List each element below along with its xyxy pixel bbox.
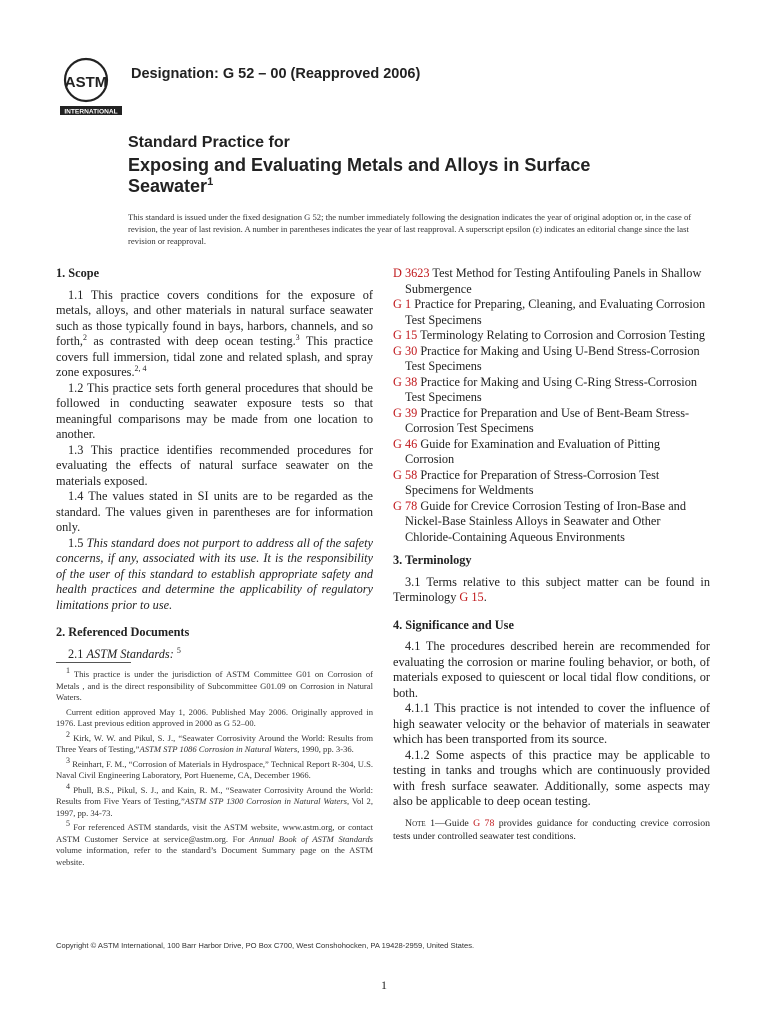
reference-title: Practice for Preparing, Cleaning, and Evaluating Corrosion Test Specimens bbox=[405, 297, 706, 327]
scope-paragraph-1-1 bbox=[56, 288, 373, 381]
scope-paragraph-1-5 bbox=[56, 536, 373, 614]
right-column bbox=[393, 266, 710, 852]
footnote-ref-3: 3 bbox=[295, 332, 300, 342]
astm-standards-number: 2.1 bbox=[68, 646, 84, 661]
scope-1-1-text-a: 1.1 This practice covers conditions for the exposure of metals, alloys, and other materials in natural surface seawater such as those typically found in bays, harbors, channels, and so forth, bbox=[56, 287, 373, 348]
reference-item bbox=[393, 344, 710, 375]
footnote-4-publication: ASTM STP 1300 Corrosion in Natural Waters bbox=[184, 796, 347, 806]
footnote-5-text-b: volume information, refer to the standard’s Document Summary page on the ASTM website. bbox=[56, 845, 373, 867]
reference-item bbox=[393, 499, 710, 546]
footnote-ref-2: 2 bbox=[82, 332, 87, 342]
reference-link[interactable]: G 38 bbox=[393, 374, 418, 389]
title-prefix: Standard Practice for bbox=[128, 134, 290, 151]
note-text-b: provides guidance for conducting crevice corrosion tests under controlled seawater test conditions. bbox=[393, 817, 710, 842]
svg-text:INTERNATIONAL: INTERNATIONAL bbox=[64, 108, 118, 116]
scope-1-1-text-b: as contrasted with deep ocean testing. bbox=[86, 334, 296, 348]
footnote-divider bbox=[56, 662, 131, 663]
reference-item bbox=[393, 266, 710, 297]
title-line-1: Exposing and Evaluating Metals and Alloys in Surface bbox=[128, 155, 591, 175]
left-column bbox=[56, 266, 373, 662]
footnote-5-publication: Annual Book of ASTM Standards bbox=[249, 833, 373, 844]
reference-title: Practice for Making and Using C-Ring Stress-Corrosion Test Specimens bbox=[405, 374, 697, 404]
svg-text:ASTM: ASTM bbox=[64, 74, 108, 91]
note-text-a: —Guide bbox=[434, 817, 474, 829]
scope-paragraph-1-4: 1.4 The values stated in SI units are to be regarded as the standard. The values given in parentheses are for information only. bbox=[56, 489, 373, 534]
footnote-1-mark: 1 bbox=[66, 666, 70, 676]
reference-link[interactable]: G 58 bbox=[393, 467, 418, 482]
reference-title: Practice for Preparation and Use of Bent-Beam Stress-Corrosion Test Specimens bbox=[405, 405, 690, 435]
terminology-period: . bbox=[483, 590, 487, 604]
footnote-2 bbox=[56, 729, 373, 756]
reference-link[interactable]: G 39 bbox=[393, 405, 418, 420]
footnote-4 bbox=[56, 781, 373, 820]
reference-item bbox=[393, 375, 710, 406]
significance-paragraph-4-1: 4.1 The procedures described herein are recommended for evaluating the corrosion or marine fouling behavior, or both, of materials exposed to quiescent or local tidal flow conditions, or both. bbox=[393, 639, 710, 700]
astm-standards-subheading bbox=[56, 647, 373, 663]
document-title bbox=[128, 134, 688, 197]
referenced-documents-heading: 2. Referenced Documents bbox=[56, 625, 190, 639]
terminology-paragraph-3-1 bbox=[393, 575, 710, 606]
footnote-3-text: Reinhart, F. M., “Corrosion of Materials in Hydrospace,” Technical Report R-304, U.S. Naval Civil Engineering Laboratory, Port Hueneme, CA, December 1966. bbox=[56, 758, 373, 780]
reference-title: Practice for Making and Using U-Bend Stress-Corrosion Test Specimens bbox=[405, 343, 700, 373]
reference-title: Terminology Relating to Corrosion and Corrosion Testing bbox=[420, 328, 706, 342]
scope-paragraph-1-2: 1.2 This practice sets forth general procedures that should be followed in conducting seawater exposure tests so that meaningful comparisons may be made from one location to another. bbox=[56, 380, 373, 441]
reference-title: Practice for Preparation of Stress-Corrosion Test Specimens for Weldments bbox=[405, 467, 660, 497]
footnote-2-text-a: Kirk, W. W. and Pikul, S. J., “Seawater Corrosivity Around the World: Results from Three Years of Testing,” bbox=[56, 732, 373, 754]
reference-item bbox=[393, 328, 710, 344]
issuance-statement: This standard is issued under the fixed designation G 52; the number immediately following the designation indicates the year of original adoption or, in the case of revision, the year of last revision. A number in parentheses indicates the year of last reapproval. A superscript epsilon (ε) indicates an editorial change since the last revision or reapproval. bbox=[128, 212, 692, 246]
note-1 bbox=[393, 817, 710, 843]
footnote-5-text-a: For referenced ASTM standards, visit the ASTM website, www.astm.org, or contact ASTM Customer Service at service@astm.org. For bbox=[56, 822, 373, 844]
reference-link[interactable]: G 46 bbox=[393, 436, 418, 451]
reference-title: Guide for Crevice Corrosion Testing of Iron-Base and Nickel-Base Stainless Alloys in Seawater and Other Chloride-Containing Aqueous Environments bbox=[405, 498, 686, 544]
reference-link[interactable]: G 15 bbox=[393, 328, 418, 342]
footnote-4-text-a: Phull, B.S., Pikul, S. J., and Kain, R. M., “Seawater Corrosivity Around the World: Results from Five Years of Testing,” bbox=[56, 784, 373, 806]
footnote-2-text-b: , 1990, pp. 3-36. bbox=[297, 744, 354, 754]
footnote-5 bbox=[56, 819, 373, 868]
footnote-2-mark: 2 bbox=[66, 729, 70, 739]
referenced-standards-list bbox=[393, 266, 710, 545]
reference-link[interactable]: D 3623 bbox=[393, 266, 430, 280]
footnote-1-text: This practice is under the jurisdiction of ASTM Committee G01 on Corrosion of Metals , and is the direct responsibility of Subcommittee G01.09 on Corrosion in Natural Waters. bbox=[56, 669, 373, 702]
reference-title: Guide for Examination and Evaluation of Pitting Corrosion bbox=[405, 436, 661, 466]
footnote-1 bbox=[56, 666, 373, 704]
footnote-5-mark: 5 bbox=[66, 819, 70, 829]
footnote-3-mark: 3 bbox=[66, 755, 70, 765]
terminology-heading: 3. Terminology bbox=[393, 553, 472, 567]
footnote-2-publication: ASTM STP 1086 Corrosion in Natural Waters bbox=[139, 744, 298, 754]
title-line-2: Seawater bbox=[128, 176, 208, 196]
designation: Designation: G 52 – 00 (Reapproved 2006) bbox=[131, 66, 421, 82]
note-g78-link[interactable]: G 78 bbox=[473, 817, 495, 829]
terminology-g15-link[interactable]: G 15 bbox=[459, 590, 484, 604]
footnote-4-text-b: , Vol 2, 1997, pp. 34-73. bbox=[56, 796, 373, 818]
terminology-text: 3.1 Terms relative to this subject matter can be found in Terminology bbox=[393, 574, 710, 604]
footnote-1-edition: Current edition approved May 1, 2006. Published May 2006. Originally approved in 1976. Last previous edition approved in 2000 as G 52–00. bbox=[56, 706, 373, 728]
reference-item bbox=[393, 468, 710, 499]
title-footnote-mark: 1 bbox=[207, 176, 214, 188]
reference-link[interactable]: G 78 bbox=[393, 498, 418, 513]
scope-1-1-text-c: This practice covers full immersion, tidal zone and related splash, and spray zone exposures. bbox=[56, 334, 373, 379]
astm-standards-label: ASTM Standards: bbox=[86, 646, 174, 661]
note-label: Note 1 bbox=[405, 817, 435, 829]
reference-link[interactable]: G 30 bbox=[393, 343, 418, 358]
footnotes bbox=[56, 666, 373, 871]
reference-item bbox=[393, 297, 710, 328]
copyright-notice: Copyright © ASTM International, 100 Barr Harbor Drive, PO Box C700, West Conshohocken, PA 19428-2959, United States. bbox=[56, 941, 475, 950]
page-number: 1 bbox=[381, 978, 387, 992]
footnote-ref-2-4: 2, 4 bbox=[134, 363, 147, 373]
reference-title: Test Method for Testing Antifouling Panels in Shallow Submergence bbox=[405, 266, 702, 296]
significance-paragraph-4-1-1: 4.1.1 This practice is not intended to cover the influence of high seawater velocity or the behavior of materials in seawater which has been transported from its source. bbox=[393, 701, 710, 746]
footnote-3 bbox=[56, 755, 373, 782]
reference-item bbox=[393, 437, 710, 468]
significance-heading: 4. Significance and Use bbox=[393, 617, 514, 632]
significance-paragraph-4-1-2: 4.1.2 Some aspects of this practice may be applicable to testing in tanks and troughs which are continuously provided with fresh surface seawater. Additionally, some aspects may also be applicable to deep ocean testing. bbox=[393, 747, 710, 808]
astm-logo bbox=[60, 56, 122, 118]
footnote-4-mark: 4 bbox=[66, 781, 70, 791]
scope-paragraph-1-3: 1.3 This practice identifies recommended procedures for evaluating the effects of natural surface seawater on the materials exposed. bbox=[56, 442, 373, 488]
scope-1-5-text: This standard does not purport to address all of the safety concerns, if any, associated with its use. It is the responsibility of the user of this standard to establish appropriate safety and health practices and determine the applicability of regulatory limitations prior to use. bbox=[56, 535, 373, 612]
scope-1-5-number: 1.5 bbox=[68, 535, 84, 550]
reference-item bbox=[393, 406, 710, 437]
footnote-ref-5: 5 bbox=[176, 645, 181, 655]
title-main bbox=[128, 155, 688, 197]
scope-heading: 1. Scope bbox=[56, 266, 100, 280]
reference-link[interactable]: G 1 bbox=[393, 297, 412, 311]
